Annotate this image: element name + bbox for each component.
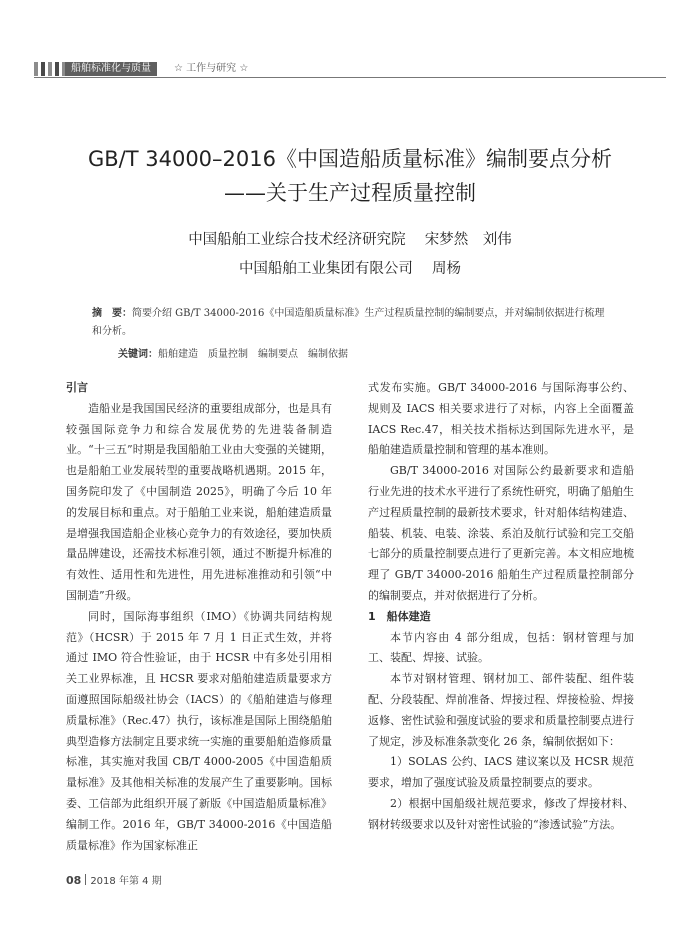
paragraph: 本节内容由 4 部分组成，包括：钢材管理与加工、装配、焊接、试验。 xyxy=(368,630,634,665)
author-org: 中国船舶工业集团有限公司 xyxy=(238,261,413,277)
paragraph: 本节对钢材管理、钢材加工、部件装配、组件装配、分段装配、焊前准备、焊接过程、焊接检验、焊接返修、密性试验和强度试验的要求和质量控制要点进行了规定，涉及标准条款变化 26 条，编制依据如下： xyxy=(368,672,634,748)
running-header xyxy=(34,62,666,78)
section-heading: 1 船体建造 xyxy=(368,609,431,623)
keyword: 船舶建造 xyxy=(158,349,198,360)
keyword: 质量控制 xyxy=(208,349,248,360)
right-column xyxy=(368,378,634,836)
footer-divider xyxy=(85,874,86,885)
abstract-text: 简要介绍 GB/T 34000-2016《中国造船质量标准》生产过程质量控制的编制要点，并对编制依据进行梳理和分析。 xyxy=(92,308,605,337)
abstract-label: 摘 要： xyxy=(92,308,132,319)
abstract xyxy=(92,305,612,341)
page-footer xyxy=(66,872,162,887)
keywords xyxy=(118,346,608,364)
author-org: 中国船舶工业综合技术经济研究院 xyxy=(188,232,406,248)
paragraph: 式发布实施。GB/T 34000-2016 与国际海事公约、规则及 IACS 相关要求进行了对标，内容上全面覆盖 IACS Rec.47，相关技术指标达到国际先进水平，是船舶建造质量控制和管理的基本准则。 xyxy=(368,381,634,457)
author-names: 周杨 xyxy=(432,261,462,277)
paragraph: 同时，国际海事组织（IMO）《协调共同结构规范》（HCSR）于 2015 年 7 月 1 日正式生效，并将通过 IMO 符合性验证，由于 HCSR 中有多处引用相关工业界标准，且 HCSR 要求对船舶建造质量要求方面遵照国际船级社协会（IACS）的《船舶建造与修理质量标准》（Rec.47）执行，该标准是国际上围绕船舶典型造修方法制定且要求统一实施的重要船舶造修质量标准，其实施对我国 CB/T 4000-2005《中国造船质量标准》及其他相关标准的发展产生了重要影响。国标委、工信部为此组织开展了新版《中国造船质量标准》编制工作。2016 年，GB/T 34000-2016《中国造船质量标准》作为国家标准正 xyxy=(66,609,332,852)
keyword: 编制依据 xyxy=(308,349,348,360)
paragraph: 2）根据中国船级社规范要求，修改了焊接材料、钢材转级要求以及针对密性试验的“渗透试验”方法。 xyxy=(368,796,634,831)
header-rule xyxy=(34,77,666,78)
section-tag: 船舶标准化与质量 xyxy=(65,62,157,76)
keywords-label: 关键词： xyxy=(118,349,158,360)
issue-label: 2018 年第 4 期 xyxy=(90,876,162,887)
paragraph: GB/T 34000-2016 对国际公约最新要求和造船行业先进的技术水平进行了系统性研究，明确了船舶生产过程质量控制的最新技术要求，针对船体结构建造、船装、机装、电装、涂装、系泊及航行试验和完工交船七部分的质量控制要点进行了更新完善。本文相应地梳理了 GB/T 34000-2016 船舶生产过程质量控制部分的编制要点，并对依据进行了分析。 xyxy=(368,464,634,602)
author-line-2 xyxy=(40,257,660,278)
section-subtitle: ☆ 工作与研究 ☆ xyxy=(174,63,249,74)
paragraph: 1）SOLAS 公约、IACS 建议案以及 HCSR 规范要求，增加了强度试验及质量控制要点的要求。 xyxy=(368,755,634,790)
author-names: 宋梦然 刘伟 xyxy=(424,232,512,248)
article-title: GB/T 34000–2016《中国造船质量标准》编制要点分析 xyxy=(87,147,612,171)
header-decor-bars xyxy=(34,62,66,76)
article-subtitle: ——关于生产过程质量控制 xyxy=(224,181,476,205)
keyword: 编制要点 xyxy=(258,349,298,360)
page-number: 08 xyxy=(66,874,82,887)
author-line-1 xyxy=(40,228,660,249)
intro-heading: 引言 xyxy=(66,381,88,394)
paragraph: 造船业是我国国民经济的重要组成部分，也是具有较强国际竞争力和综合发展优势的先进装备制造业。“十三五”时期是我国船舶工业由大变强的关键期，也是船舶工业发展转型的重要战略机遇期。2015 年，国务院印发了《中国制造 2025》，明确了今后 10 年的发展目标和重点。对于船舶工业来说，船舶建造质量是增强我国造船企业核心竞争力的有效途径，要加快质量品牌建设，还需技术标准引领，通过不断提升标准的有效性、适用性和先进性，用先进标准推动和引领“中国制造”升级。 xyxy=(66,401,332,602)
left-column xyxy=(66,378,332,856)
